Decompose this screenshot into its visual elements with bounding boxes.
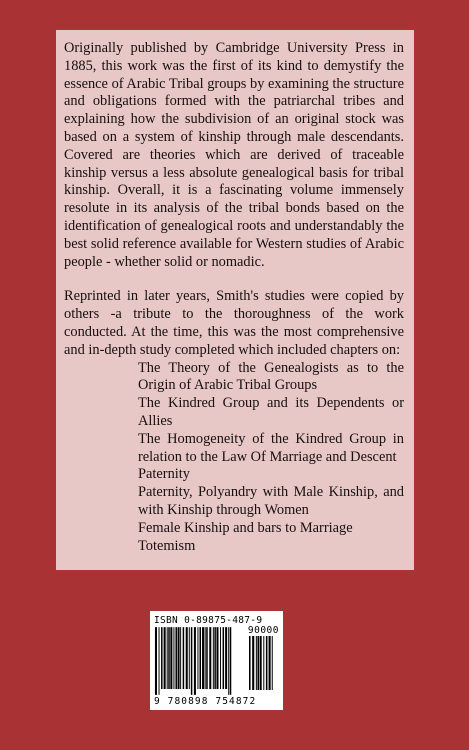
chapter-item: Totemism [138,537,196,554]
description-panel [56,30,414,570]
barcode-bar [175,627,176,689]
barcode-bar [199,627,200,689]
barcode-bar [189,627,190,689]
barcode-bar [209,627,211,689]
barcode-bar [183,627,184,689]
barcode-bar [205,627,206,689]
barcode-bar [180,627,181,689]
barcode-bar [252,636,254,690]
ean-number-text: 9 780898 754872 [154,696,257,707]
barcode-bar [228,627,229,695]
isbn-text: ISBN 0-89875-487-9 [154,615,263,626]
barcode-bar [214,627,215,689]
barcode-bar [223,627,224,689]
chapter-item: Female Kinship and bars to Marriage [138,519,353,536]
barcode-bar [225,627,227,689]
barcode-bar [159,627,160,695]
ean-barcode-graphic [154,626,245,696]
barcode-bar [216,627,218,689]
chapter-item: The Homogeneity of the Kindred Group in relation to the Law Of Marriage and Descent [138,430,404,465]
barcode-bar [194,627,196,695]
barcode-bar [230,627,231,695]
chapter-item: Paternity, Polyandry with Male Kinship, and with Kinship through Women [138,484,404,518]
addon-code-text: 90000 [247,625,279,636]
barcode-bar [170,627,172,689]
chapter-list [64,360,404,556]
description-paragraph-1: Originally published by Cambridge University Press in 1885, this work was the first of its kind to demystify the essence of Arabic Tribal groups by examining the structure and obligations formed with the patriarchal tribes and explaining how the subdivision of an original stock was based on a system of kinship through male descendants. Covered are theories which are derived of traceable kinship versus a less absolute genealogical basis for tribal kinship. Overall, it is a fascinating volume immensely resolute in its analysis of the tribal bonds based on the identification of genealogical roots and understandably the best solid reference available for Western studies of Arabic people - whether solid or nomadic. [64,40,404,270]
barcode-bar [202,627,204,689]
barcode-bar [197,627,198,689]
barcode-bar [272,636,273,690]
barcode-bar [259,636,261,690]
barcode-bar [167,627,168,689]
barcode-bar [268,636,270,690]
chapter-item: Paternity [138,466,190,483]
barcode-bar [213,627,214,689]
barcode-bar [220,627,221,689]
barcode-bar [155,627,157,695]
barcode-bar [249,636,251,690]
barcode-bars-row [154,626,279,696]
barcode-bar [161,627,162,689]
addon-barcode-graphic [248,636,274,696]
barcode-bar [178,627,180,689]
barcode-bar [256,636,257,690]
barcode-bar [263,636,264,690]
barcode-bar [191,627,192,695]
barcode-bar [186,627,188,689]
isbn-barcode-box [150,611,283,710]
barcode-bar [168,627,169,689]
barcode-bar [266,636,268,690]
chapter-item: The Theory of the Genealogists as to the Origin of Arabic Tribal Groups [138,359,404,394]
barcode-bar [257,636,259,690]
barcode-bar [164,627,166,689]
barcode-bar [173,627,174,689]
chapter-item: The Kindred Group and its Dependents or Allies [138,395,404,429]
description-paragraph-2: Reprinted in later years, Smith's studies were copied by others -a tribute to the thoroughness of the work conducted. At the time, this was the most comprehensive and in-depth study completed which included chapters on: [64,288,404,358]
addon-barcode [248,626,279,696]
barcode-bar [206,627,207,689]
